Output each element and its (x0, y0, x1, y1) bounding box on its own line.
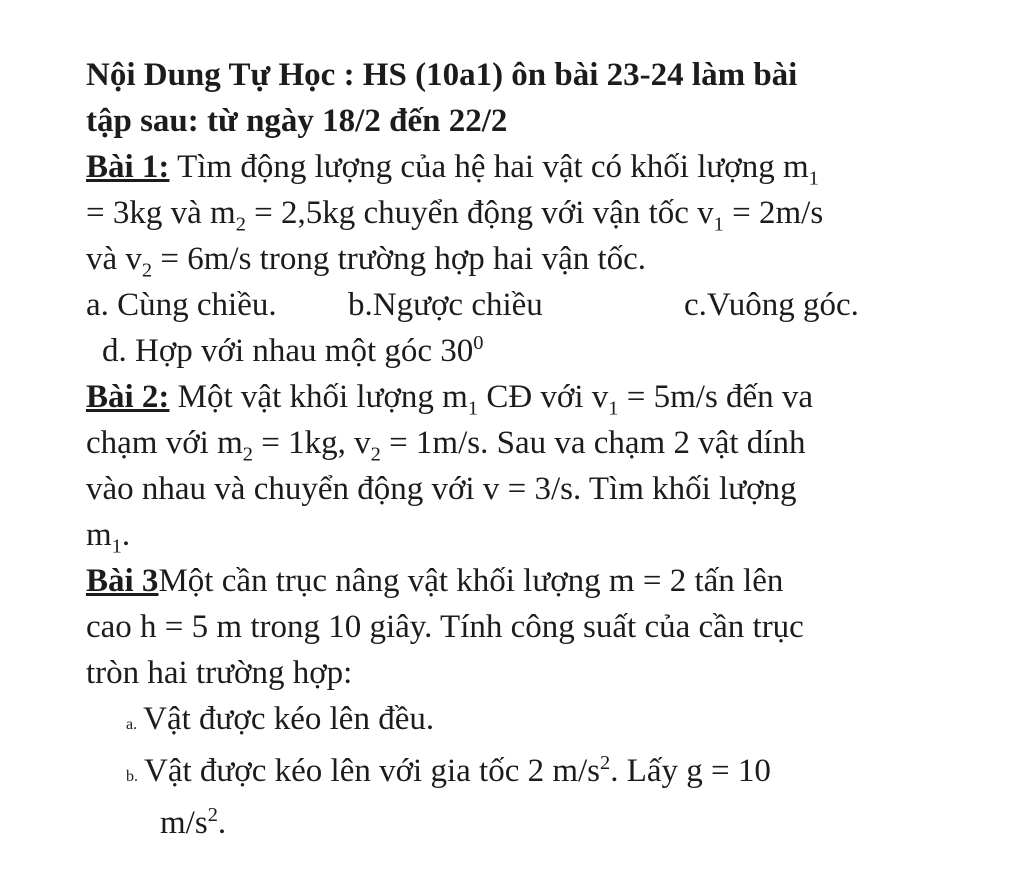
text: m (86, 517, 112, 553)
document-page (86, 52, 946, 846)
text: Vật được kéo lên đều. (143, 701, 435, 737)
option-a: a. Cùng chiều. (86, 287, 277, 323)
exercise-1-text: Tìm động lượng của hệ hai vật có khối lượng m (169, 149, 809, 185)
subscript: 2 (242, 443, 253, 466)
text: Một cần trục nâng vật khối lượng m = 2 tấn lên (158, 563, 784, 599)
title-line-1 (86, 52, 946, 98)
superscript: 2 (600, 752, 611, 774)
exercise-1-line-1 (86, 144, 946, 190)
text: = 1kg, v (252, 425, 371, 461)
exercise-2-line-4 (86, 512, 946, 558)
text: = 2,5kg chuyển động với vận tốc v (245, 195, 714, 231)
exercise-1-options (86, 282, 946, 328)
exercise-1-line-3 (86, 236, 946, 282)
text: . Lấy g = 10 (610, 753, 771, 789)
document-title (86, 52, 946, 144)
option-c: c.Vuông góc. (684, 287, 859, 323)
subscript: 1 (713, 213, 724, 236)
subscript: 2 (235, 213, 246, 236)
text: chạm với m (86, 425, 243, 461)
superscript: 2 (207, 804, 218, 826)
exercise-2-line-3: vào nhau và chuyển động với v = 3/s. Tìm khối lượng (86, 471, 797, 507)
text: Vật được kéo lên với gia tốc 2 m/s (144, 753, 601, 789)
subscript: 1 (608, 397, 619, 420)
item-b-continued (86, 800, 946, 846)
option-b: b.Ngược chiều (348, 287, 543, 323)
bullet-a: a. (126, 716, 138, 733)
exercise-1-label: Bài 1: (86, 149, 170, 185)
exercise-3-line-3: tròn hai trường hợp: (86, 655, 353, 691)
exercise-1 (86, 144, 946, 374)
bullet-b: b. (126, 768, 138, 785)
item-a (86, 696, 946, 748)
title-line-2: tập sau: từ ngày 18/2 đến 22/2 (86, 103, 508, 139)
exercise-1-line-2 (86, 190, 946, 236)
superscript: 0 (473, 332, 484, 354)
text: . (217, 805, 227, 841)
text: d. Hợp với nhau một góc 30 (102, 333, 474, 369)
exercise-2-line-1 (86, 374, 946, 420)
option-d (86, 328, 946, 374)
subscript: 1 (808, 167, 819, 190)
text: . (121, 517, 131, 553)
text: = 3kg và m (86, 195, 236, 231)
subscript: 1 (111, 535, 122, 558)
exercise-2-line-2 (86, 420, 946, 466)
title-line-1-text: Nội Dung Tự Học : HS (10a1) ôn bài 23-24 làm bài (86, 57, 798, 93)
exercise-3-line-2: cao h = 5 m trong 10 giây. Tính công suất của cần trục (86, 609, 804, 645)
subscript: 2 (370, 443, 381, 466)
item-b (86, 748, 946, 800)
exercise-3-line-1 (86, 558, 946, 604)
exercise-3-label: Bài 3 (86, 563, 159, 599)
text: và v (86, 241, 142, 277)
text: = 2m/s (723, 195, 824, 231)
text: CĐ với v (478, 379, 609, 415)
subscript: 1 (467, 397, 479, 420)
text: = 5m/s đến va (618, 379, 814, 415)
text: = 1m/s. Sau va chạm 2 vật dính (380, 425, 806, 461)
text: m/s (160, 805, 208, 841)
text: = 6m/s trong trường hợp hai vận tốc. (152, 241, 647, 277)
text: Một vật khối lượng m (169, 379, 468, 415)
subscript: 2 (141, 259, 153, 282)
exercise-2 (86, 374, 946, 558)
exercise-3 (86, 558, 946, 846)
exercise-2-label: Bài 2: (86, 379, 170, 415)
